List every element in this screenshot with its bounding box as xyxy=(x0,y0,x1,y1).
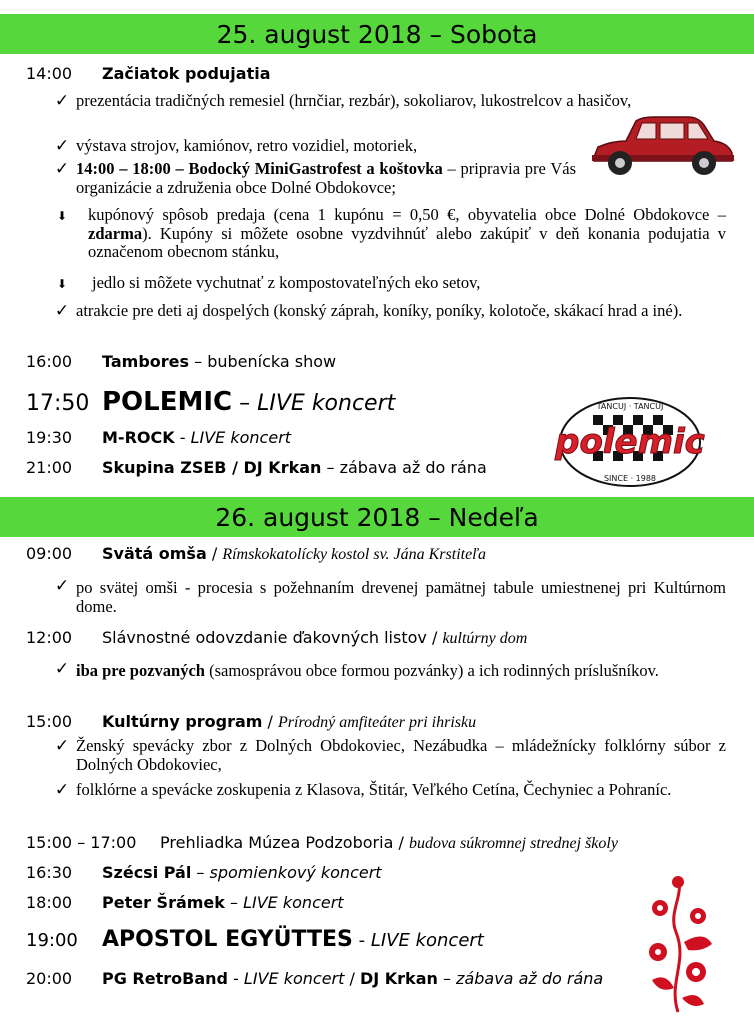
saturday-heading: 25. august 2018 – Sobota xyxy=(216,19,538,49)
event-note-2: zábava až do rána xyxy=(456,969,604,988)
event-name: Skupina ZSEB / DJ Krkan xyxy=(102,458,322,477)
event-mrock xyxy=(26,428,291,447)
event-sep: – xyxy=(437,969,457,988)
event-time: 19:30 xyxy=(26,428,73,447)
check-mark-icon: ✓ xyxy=(54,136,70,155)
event-note: LIVE koncert xyxy=(257,391,396,416)
bullet-procession: po svätej omši - procesia s požehnaním drevenej pamätnej tabule umiestnenej pri Kultúrnom dome. xyxy=(76,578,726,616)
event-name: POLEMIC xyxy=(102,387,233,417)
bullet-folklore: folklórne a spevácke zoskupenia z Klasova, Štitár, Veľkého Cetína, Čechyniec a Pohraníc. xyxy=(76,780,672,799)
event-apostol xyxy=(26,927,484,952)
event-name: Peter Šrámek xyxy=(102,893,225,912)
start-time: 14:00 xyxy=(26,64,73,83)
retro-car-icon xyxy=(590,113,736,177)
event-szecsi xyxy=(26,863,382,882)
event-time: 17:50 xyxy=(26,391,90,416)
event-time: 16:30 xyxy=(26,863,73,882)
event-name: Tambores xyxy=(102,352,190,371)
event-sramek xyxy=(26,893,344,912)
event-sep: - xyxy=(174,428,191,447)
check-mark-icon: ✓ xyxy=(54,780,70,799)
program-name: Kultúrny program xyxy=(102,712,263,731)
awards-name: Slávnostné odovzdanie ďakovných listov xyxy=(102,628,427,647)
mass-sep: / xyxy=(206,544,223,563)
event-name: APOSTOL EGYÜTTES xyxy=(102,927,353,952)
sunday-header xyxy=(0,497,754,537)
gastrofest-title: 14:00 – 18:00 – Bodocký MiniGastrofest a koštovka xyxy=(76,159,443,178)
bullet-attractions: atrakcie pre deti aj dospelých (konský záprah, koníky, poníky, kolotoče, skákací hrad a iné). xyxy=(76,301,683,320)
logo-top-text: TANCUJ · TANCUJ xyxy=(596,402,664,411)
check-mark-icon: ✓ xyxy=(54,301,70,320)
invited-bold: iba pre pozvaných xyxy=(76,661,205,680)
event-note: LIVE koncert xyxy=(243,969,345,988)
logo-bottom-text: SINCE · 1988 xyxy=(603,474,657,483)
sunday-heading: 26. august 2018 – Nedeľa xyxy=(215,502,539,532)
event-name: M-ROCK xyxy=(102,428,175,447)
program-sep: / xyxy=(262,712,279,731)
event-sep: - xyxy=(227,969,244,988)
event-sep: – xyxy=(224,893,244,912)
event-time: 18:00 xyxy=(26,893,73,912)
invited-rest: (samosprávou obce formou pozvánky) a ich rodinných príslušníkov. xyxy=(204,661,659,680)
event-sep: – xyxy=(321,458,340,477)
event-retroband xyxy=(26,969,603,988)
check-mark-icon: ✓ xyxy=(54,576,70,595)
event-time: 20:00 xyxy=(26,969,73,988)
coupons-post: ). Kupóny si môžete osobne vyzdvihnúť alebo zakúpiť v deň konania podujatia v označenom obecnom stánku, xyxy=(88,223,726,261)
program-row xyxy=(26,712,476,732)
start-title: Začiatok podujatia xyxy=(102,64,271,83)
down-arrow-bullet-icon: ⬇ xyxy=(56,277,68,291)
event-sep: – xyxy=(232,391,258,416)
event-note: bubenícka show xyxy=(207,352,337,371)
awards-place: kultúrny dom xyxy=(442,630,528,647)
bullet-exhibition: výstava strojov, kamiónov, retro vozidiel, motoriek, xyxy=(76,136,418,155)
check-mark-icon: ✓ xyxy=(54,91,70,110)
event-note: LIVE koncert xyxy=(190,428,292,447)
event-note: zábava až do rána xyxy=(339,458,487,477)
awards-row xyxy=(26,628,527,648)
gastrofest-desc: – pripravia pre Vás organizácie a združenia obce Dolné Obdokovce; xyxy=(76,159,576,197)
start-row xyxy=(26,64,271,83)
event-sep: – xyxy=(191,863,210,882)
event-time: 19:00 xyxy=(26,930,78,951)
awards-sep: / xyxy=(426,628,443,647)
saturday-header xyxy=(0,14,754,54)
program-time: 15:00 xyxy=(26,712,73,731)
event-time: 21:00 xyxy=(26,458,73,477)
event-zseb xyxy=(26,458,487,477)
museum-name: Prehliadka Múzea Podzoboria xyxy=(160,833,394,852)
museum-place: budova súkromnej strednej školy xyxy=(408,835,618,852)
down-arrow-bullet-icon: ⬇ xyxy=(56,209,68,223)
mass-row xyxy=(26,544,486,564)
event-tambores xyxy=(26,352,336,371)
bullet-choir: Ženský spevácky zbor z Dolných Obdokoviec, Nezábudka – mládežnícky folklórny súbor z Dolných Obdokoviec, xyxy=(76,736,726,774)
event-sep: - xyxy=(352,930,371,951)
event-name: PG RetroBand xyxy=(102,969,228,988)
mass-time: 09:00 xyxy=(26,544,73,563)
check-mark-icon: ✓ xyxy=(54,159,70,178)
event-note: LIVE koncert xyxy=(370,930,484,951)
bullet-eco-sets: jedlo si môžete vychutnať z kompostovateľných eko setov, xyxy=(92,273,481,292)
event-sep: – xyxy=(189,352,208,371)
coupons-free: zdarma xyxy=(88,223,143,243)
event-name-2: DJ Krkan xyxy=(359,969,438,988)
museum-row xyxy=(26,833,618,853)
mass-name: Svätá omša xyxy=(102,544,207,563)
awards-time: 12:00 xyxy=(26,628,73,647)
check-mark-icon: ✓ xyxy=(54,659,70,678)
museum-time: 15:00 – 17:00 xyxy=(26,833,137,852)
polemic-logo xyxy=(553,395,707,489)
event-note: spomienkový koncert xyxy=(209,863,382,882)
folk-flower-ornament-icon xyxy=(638,872,720,1018)
bullet-invited xyxy=(76,662,726,681)
bullet-coupons xyxy=(88,206,726,262)
event-time: 16:00 xyxy=(26,352,73,371)
bullet-crafts: prezentácia tradičných remesiel (hrnčiar, rezbár), sokoliarov, lukostrelcov a hasičov, xyxy=(76,91,632,110)
museum-sep: / xyxy=(393,833,409,852)
event-note: LIVE koncert xyxy=(243,893,344,912)
check-mark-icon: ✓ xyxy=(54,736,70,755)
event-name: Szécsi Pál xyxy=(102,863,192,882)
mass-place: Rímskokatolícky kostol sv. Jána Krstiteľa xyxy=(222,546,486,563)
program-place: Prírodný amfiteáter pri ihrisku xyxy=(278,714,477,731)
event-polemic xyxy=(26,387,395,417)
logo-word: polemic xyxy=(555,422,705,462)
coupons-pre: kupónový spôsob predaja (cena 1 kupónu = 0,50 €, obyvatelia obce Dolné Obdokovce – xyxy=(88,205,726,224)
bullet-gastrofest xyxy=(76,160,576,197)
event-sep: / xyxy=(344,969,360,988)
